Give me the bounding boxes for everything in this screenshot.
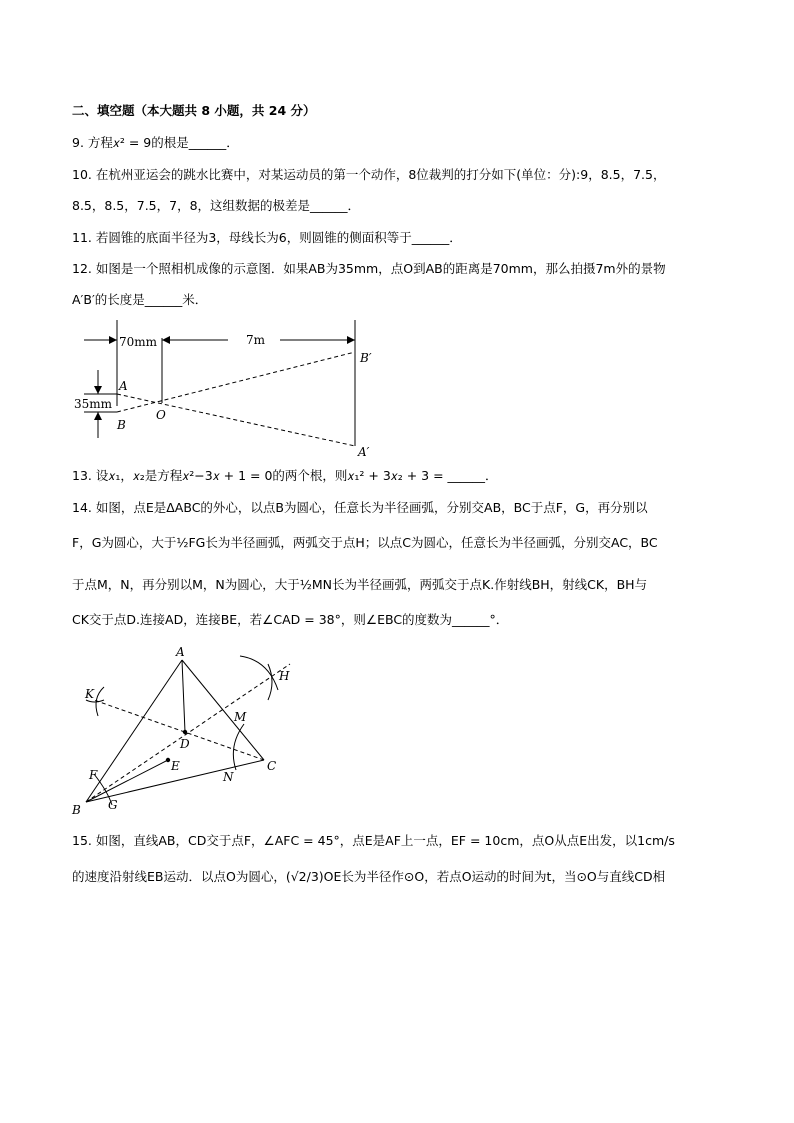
question-15-line-1: 15. 如图，直线AB，CD交于点F，∠AFC = 45°，点E是AF上一点，EF = 10cm，点O从点E出发，以1cm/s bbox=[72, 833, 675, 848]
question-14-line-1: 14. 如图，点E是ΔABC的外心，以点B为圆心，任意长为半径画弧，分别交AB，BC于点F，G，再分别以 bbox=[72, 500, 648, 515]
label-point-a: A bbox=[176, 645, 185, 659]
label-point-d: D bbox=[180, 737, 190, 751]
label-point-g: G bbox=[108, 798, 118, 812]
arrow-head-70mm bbox=[109, 336, 117, 344]
figure-triangle-construction bbox=[72, 642, 302, 822]
question-11: 11. 若圆锥的底面半径为3，母线长为6，则圆锥的侧面积等于______． bbox=[72, 230, 462, 245]
label-point-b: B bbox=[117, 418, 126, 432]
label-point-b-prime: B′ bbox=[360, 351, 372, 365]
arrow-head-35mm-bottom bbox=[94, 412, 102, 420]
label-point-h: H bbox=[279, 669, 290, 683]
arc-mn bbox=[233, 724, 244, 770]
label-point-c: C bbox=[267, 759, 277, 773]
question-9: 9. 方程𝑥² = 9的根是______． bbox=[72, 135, 239, 150]
segment-ab bbox=[86, 660, 182, 802]
question-14-line-2: F，G为圆心，大于½FG长为半径画弧，两弧交于点H；以点C为圆心，任意长为半径画弧，分别交AC，BC bbox=[72, 535, 658, 550]
label-point-e: E bbox=[171, 759, 180, 773]
question-13: 13. 设𝑥₁，𝑥₂是方程𝑥²−3𝑥 + 1 = 0的两个根，则𝑥₁² + 3𝑥₂ + 3 = ______． bbox=[72, 468, 498, 483]
question-10-line-2: 8.5，8.5，7.5，7，8，这组数据的极差是______． bbox=[72, 198, 361, 213]
label-point-f: F bbox=[89, 768, 98, 782]
segment-ad bbox=[182, 660, 185, 732]
arc-h-2 bbox=[268, 664, 272, 700]
label-7m: 7m bbox=[246, 333, 266, 347]
question-12-line-1: 12. 如图是一个照相机成像的示意图．如果AB为35mm，点O到AB的距离是70mm，那么拍摄7m外的景物 bbox=[72, 261, 666, 276]
label-point-a-prime: A′ bbox=[358, 445, 370, 459]
label-point-n: N bbox=[223, 770, 234, 784]
question-12-line-2: A′B′的长度是______米． bbox=[72, 292, 208, 307]
section-title: 二、填空题（本大题共 8 小题，共 24 分） bbox=[72, 103, 316, 118]
label-point-k: K bbox=[85, 687, 94, 701]
question-14-line-3: 于点M，N，再分别以M，N为圆心，大于½MN长为半径画弧，两弧交于点K.作射线BH，射线CK，BH与 bbox=[72, 577, 648, 592]
label-point-o: O bbox=[156, 408, 166, 422]
label-35mm: 35mm bbox=[74, 397, 113, 411]
arrow-head-35mm-top bbox=[94, 386, 102, 394]
label-70mm: 70mm bbox=[119, 335, 158, 349]
label-point-b: B bbox=[72, 803, 81, 817]
arrow-head-7m-right bbox=[347, 336, 355, 344]
figure-camera-imaging bbox=[74, 318, 400, 459]
ray-ck bbox=[94, 700, 264, 760]
label-point-a: A bbox=[119, 379, 128, 393]
arrow-head-7m-left bbox=[162, 336, 170, 344]
point-e bbox=[166, 758, 170, 762]
question-14-line-4: CK交于点D.连接AD，连接BE，若∠CAD = 38°，则∠EBC的度数为______°． bbox=[72, 612, 509, 627]
question-15-line-2: 的速度沿射线EB运动．以点O为圆心，(√2/3)OE长为半径作⊙O，若点O运动的时间为t，当⊙O与直线CD相 bbox=[72, 869, 666, 884]
ray-a-to-aprime bbox=[117, 394, 355, 446]
question-10-line-1: 10. 在杭州亚运会的跳水比赛中，对某运动员的第一个动作，8位裁判的打分如下(单位：分):9，8.5，7.5， bbox=[72, 167, 666, 182]
ray-b-to-bprime bbox=[117, 352, 355, 412]
point-d bbox=[183, 730, 187, 734]
segment-be bbox=[86, 760, 168, 802]
label-point-m: M bbox=[234, 710, 247, 724]
